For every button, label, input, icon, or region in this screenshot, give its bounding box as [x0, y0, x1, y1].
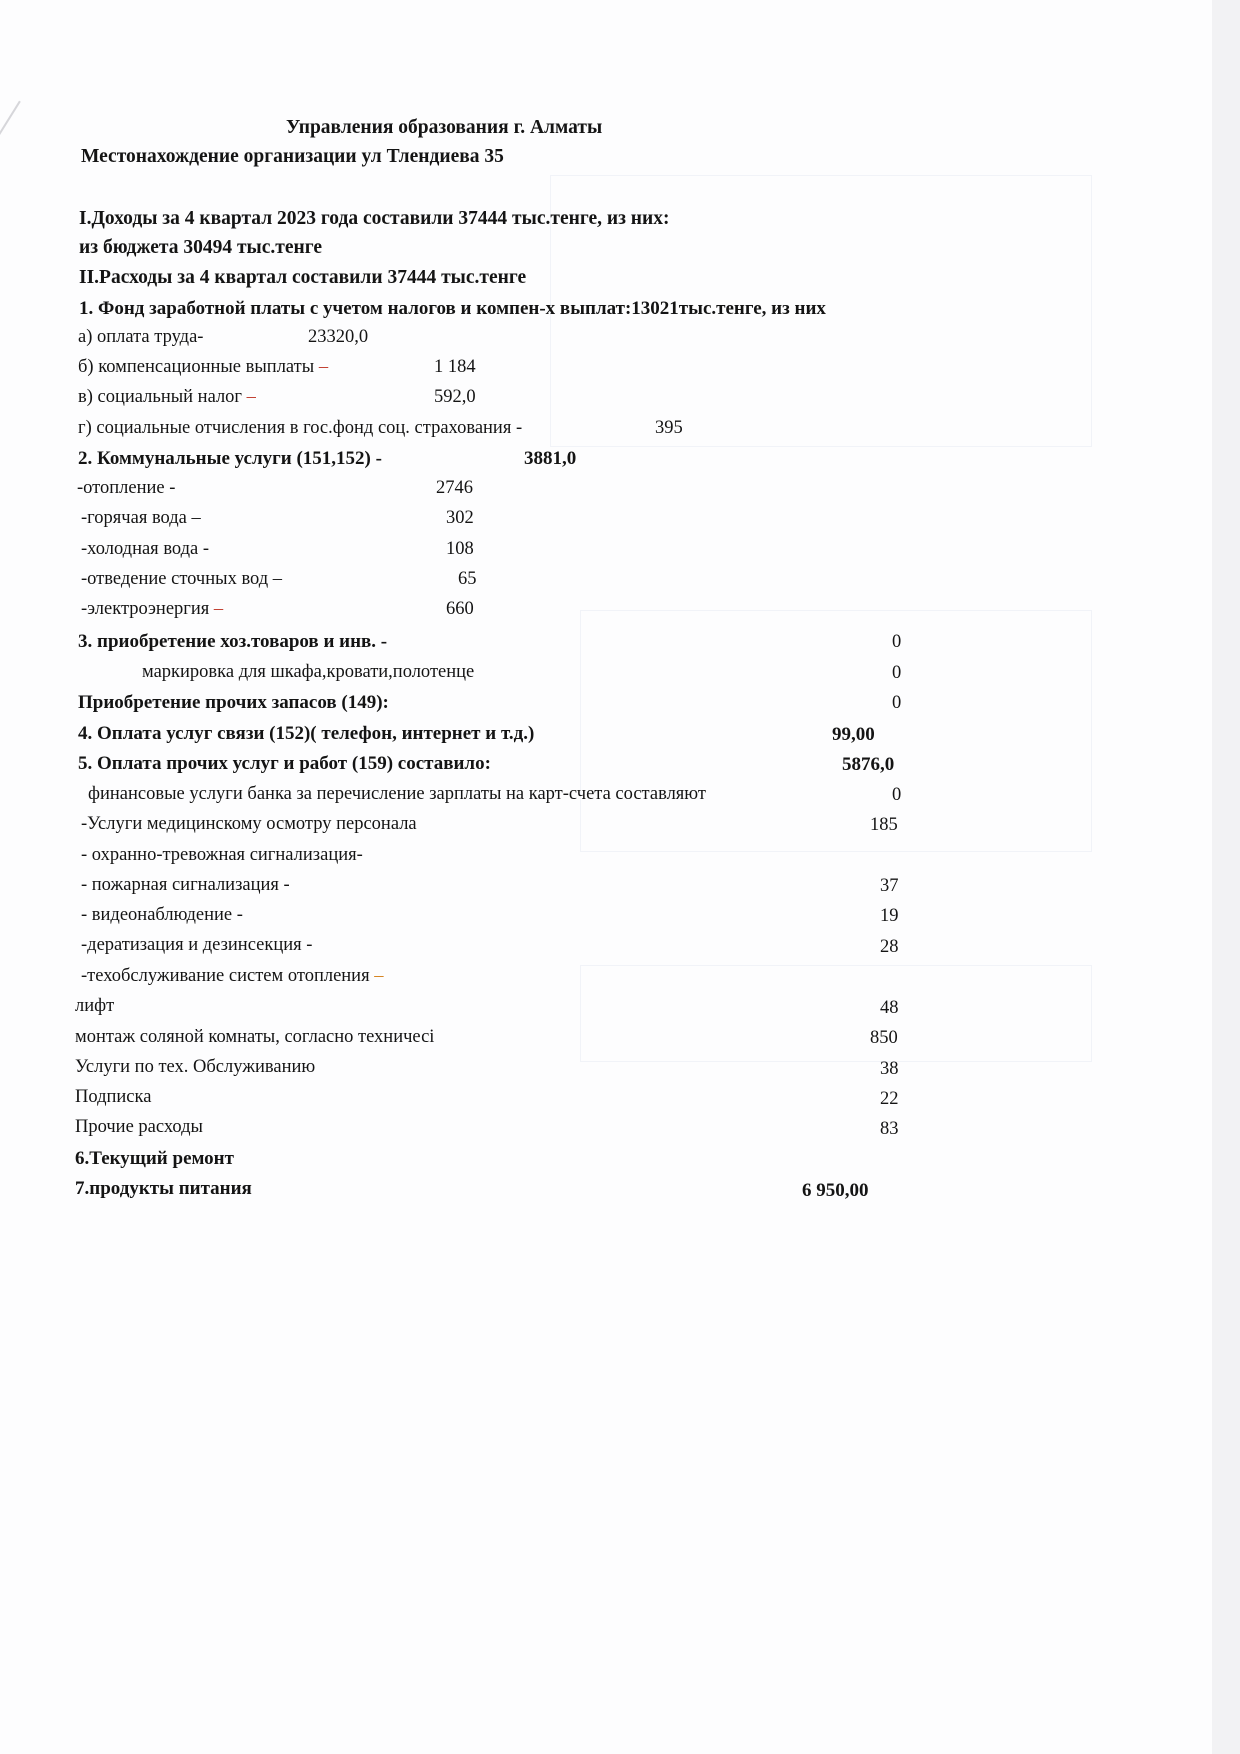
service-item-label: финансовые услуги банка за перечисление зарплаты на карт-счета составляют	[88, 784, 706, 804]
service-item-value: 19	[880, 906, 899, 926]
income-total: I.Доходы за 4 квартал 2023 года составили 37444 тыс.тенге, из них:	[79, 208, 670, 229]
service-item-label: - видеонаблюдение -	[81, 905, 243, 925]
service-item-value: 0	[892, 785, 902, 805]
service-item-label: - пожарная сигнализация -	[81, 875, 290, 895]
bleed-through-table	[580, 965, 1092, 1062]
household-value: 0	[892, 632, 902, 652]
service-item-label: -техобслуживание систем отопления –	[81, 966, 384, 986]
communication-label: 4. Оплата услуг связи (152)( телефон, интернет и т.д.)	[78, 723, 535, 744]
communication-value: 99,00	[832, 724, 875, 745]
service-item-value: 83	[880, 1119, 899, 1139]
dash-mark: –	[213, 599, 224, 619]
service-item-value: 37	[880, 876, 899, 896]
service-item-value: 28	[880, 937, 899, 957]
utility-item-value: 2746	[436, 478, 473, 498]
other-stock-value: 0	[892, 693, 902, 713]
repair-label: 6.Текущий ремонт	[75, 1148, 234, 1169]
service-item-label: монтаж соляной комнаты, согласно техничесі	[75, 1027, 435, 1047]
scan-edge	[1212, 0, 1240, 1754]
service-item-label: Прочие расходы	[75, 1117, 203, 1137]
dash-mark: –	[318, 357, 329, 377]
service-item-value: 38	[880, 1059, 899, 1079]
utilities-title: 2. Коммунальные услуги (151,152) -	[78, 448, 382, 469]
utilities-total: 3881,0	[524, 448, 577, 469]
payroll-item-label: а) оплата труда-	[78, 327, 204, 347]
expenses-total: II.Расходы за 4 квартал составили 37444 тыс.тенге	[79, 267, 527, 288]
other-stock-label: Приобретение прочих запасов (149):	[78, 692, 389, 713]
household-title: 3. приобретение хоз.товаров и инв. -	[78, 631, 388, 652]
service-item-value: 48	[880, 998, 899, 1018]
payroll-item-value: 395	[655, 418, 683, 438]
payroll-item-value: 23320,0	[308, 327, 369, 347]
utility-item-value: 65	[458, 569, 477, 589]
service-item-label: - охранно-тревожная сигнализация-	[81, 845, 363, 865]
utility-item-label: -отопление -	[77, 478, 176, 498]
household-sub-label: маркировка для шкафа,кровати,полотенце	[142, 662, 475, 682]
food-label: 7.продукты питания	[75, 1178, 252, 1199]
scan-artifact-line	[0, 101, 21, 178]
payroll-item-label: в) социальный налог –	[78, 387, 256, 407]
utility-item-value: 108	[446, 539, 474, 559]
service-item-label: лифт	[75, 996, 115, 1016]
service-item-value: 22	[880, 1089, 899, 1109]
dash-mark: –	[374, 966, 384, 986]
service-item-label: Подписка	[75, 1087, 152, 1107]
other-services-title: 5. Оплата прочих услуг и работ (159) составило:	[78, 753, 491, 774]
utility-item-label: -холодная вода -	[81, 539, 210, 559]
service-item-value: 850	[870, 1028, 898, 1048]
payroll-item-label: г) социальные отчисления в гос.фонд соц. страхования -	[78, 418, 523, 438]
service-item-label: -дератизация и дезинсекция -	[81, 935, 313, 955]
utility-item-value: 302	[446, 508, 474, 528]
service-item-label: Услуги по тех. Обслуживанию	[75, 1057, 316, 1077]
payroll-item-value: 592,0	[434, 387, 476, 407]
utility-item-label: -электроэнергия –	[81, 599, 224, 619]
service-item-value: 185	[870, 815, 898, 835]
income-budget: из бюджета 30494 тыс.тенге	[79, 237, 323, 258]
utility-item-label: -отведение сточных вод –	[81, 569, 283, 589]
dash-mark: –	[246, 387, 256, 407]
utility-item-value: 660	[446, 599, 474, 619]
payroll-item-label: б) компенсационные выплаты –	[78, 357, 329, 377]
other-services-total: 5876,0	[842, 754, 895, 775]
payroll-title: 1. Фонд заработной платы с учетом налогов и компен-х выплат:13021тыс.тенге, из них	[79, 298, 826, 319]
organization-title: Управления образования г. Алматы	[286, 117, 603, 138]
household-sub-value: 0	[892, 663, 902, 683]
food-value: 6 950,00	[802, 1180, 869, 1201]
utility-item-label: -горячая вода –	[81, 508, 201, 528]
payroll-item-value: 1 184	[434, 357, 476, 377]
organization-location: Местонахождение организации ул Тлендиева 35	[81, 146, 504, 167]
service-item-label: -Услуги медицинскому осмотру персонала	[81, 814, 417, 834]
